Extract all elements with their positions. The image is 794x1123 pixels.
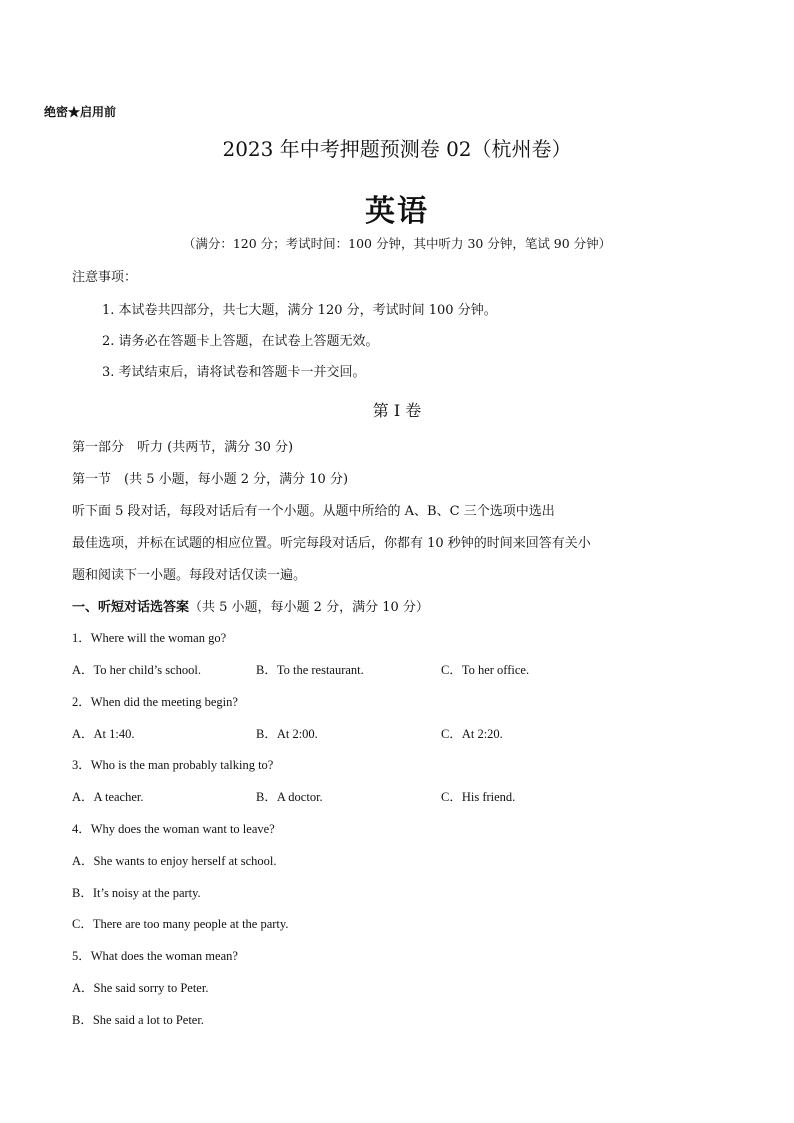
option-a: A．At 1:40. (72, 727, 135, 741)
volume-heading: 第 I 卷 (372, 401, 422, 420)
question-text: 4．Why does the woman want to leave? (72, 822, 275, 836)
question-text: 5．What does the woman mean? (72, 949, 238, 963)
option-b: B．At 2:00. (256, 727, 318, 741)
note-item: 1. 本试卷共四部分，共七大题，满分 120 分，考试时间 100 分钟。 (102, 303, 497, 318)
question-text: 2．When did the meeting begin? (72, 695, 238, 709)
subject-title: 英语 (365, 194, 429, 229)
option-b: B．To the restaurant. (256, 663, 364, 677)
instruction-line: 题和阅读下一小题。每段对话仅读一遍。 (72, 568, 307, 583)
instruction-line: 听下面 5 段对话，每段对话后有一个小题。从题中所给的 A、B、C 三个选项中选出 (72, 504, 555, 519)
option-c: C．His friend. (441, 790, 516, 804)
option-a: A．She said sorry to Peter. (72, 981, 209, 995)
question-text: 3．Who is the man probably talking to? (72, 758, 274, 772)
subsection-heading (72, 596, 429, 615)
note-item: 3. 考试结束后，请将试卷和答题卡一并交回。 (102, 365, 366, 380)
part-heading: 第一部分 听力 (共两节，满分 30 分) (72, 440, 294, 455)
exam-meta: （满分：120 分；考试时间：100 分钟，其中听力 30 分钟，笔试 90 分钟） (182, 236, 612, 251)
note-item: 2. 请务必在答题卡上答题，在试卷上答题无效。 (102, 334, 379, 349)
option-c: C．To her office. (441, 663, 530, 677)
option-c: C．There are too many people at the party. (72, 917, 289, 931)
instruction-line: 最佳选项，并标在试题的相应位置。听完每段对话后，你都有 10 秒钟的时间来回答有关小 (72, 536, 591, 551)
option-a: A．A teacher. (72, 790, 144, 804)
subsection-label: 一、听短对话选答案 (72, 600, 190, 615)
option-b: B．She said a lot to Peter. (72, 1013, 204, 1027)
subsection-detail: （共 5 小题，每小题 2 分，满分 10 分） (189, 600, 429, 615)
option-c: C．At 2:20. (441, 727, 503, 741)
confidential-label: 绝密★启用前 (44, 105, 117, 119)
option-a: A．To her child’s school. (72, 663, 201, 677)
exam-title: 2023 年中考押题预测卷 02（杭州卷） (222, 137, 572, 161)
notes-heading: 注意事项： (72, 270, 138, 285)
question-text: 1．Where will the woman go? (72, 631, 227, 645)
option-a: A．She wants to enjoy herself at school. (72, 854, 277, 868)
option-b: B．A doctor. (256, 790, 323, 804)
option-b: B．It’s noisy at the party. (72, 886, 201, 900)
section-heading: 第一节 (共 5 小题，每小题 2 分，满分 10 分) (72, 472, 349, 487)
